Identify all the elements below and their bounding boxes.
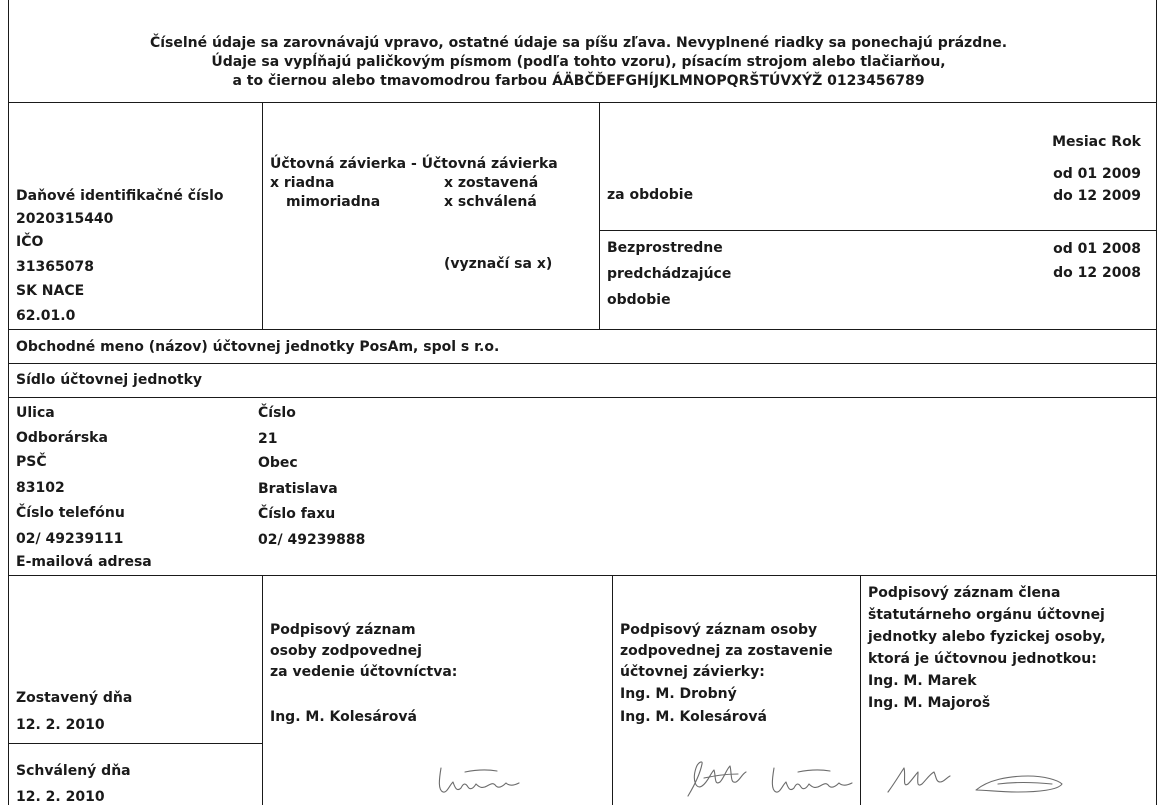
instructions-line-2: Údaje sa vypĺňajú paličkovým písmom (podľa tohto vzoru), písacím strojom alebo tlačiarňou, xyxy=(211,54,946,70)
compiled-date: 12. 2. 2010 xyxy=(16,717,105,733)
sig-col1-name: Ing. M. Kolesárová xyxy=(270,709,417,725)
approved-label: Schválený dňa xyxy=(16,763,131,779)
prev-period-label-3: obdobie xyxy=(607,292,671,308)
signature-kolesarova-1 xyxy=(435,762,525,798)
sig-col1-line3: za vedenie účtovníctva: xyxy=(270,664,458,680)
zavierka-zostavena: x zostavená xyxy=(444,175,539,191)
phone-value: 02/ 49239111 xyxy=(16,531,124,547)
zavierka-mimoriadna: mimoriadna xyxy=(286,194,381,210)
period-from: od 01 2009 xyxy=(1053,166,1141,182)
phone-label: Číslo telefónu xyxy=(16,505,125,521)
prev-period-label-2: predchádzajúce xyxy=(607,266,732,282)
sig-col2-name1: Ing. M. Drobný xyxy=(620,686,737,702)
sig-col1-line2: osoby zodpovednej xyxy=(270,643,422,659)
signature-marek xyxy=(884,762,954,798)
street-value: Odborárska xyxy=(16,430,108,446)
signature-majoros xyxy=(968,770,1068,798)
fax-label: Číslo faxu xyxy=(258,506,336,522)
prev-period-label-1: Bezprostredne xyxy=(607,240,723,256)
sig-col2-line2: zodpovednej za zostavenie xyxy=(620,643,833,659)
zavierka-riadna: x riadna xyxy=(270,175,335,191)
sig-col3-name2: Ing. M. Majoroš xyxy=(868,695,991,711)
nace-value: 62.01.0 xyxy=(16,308,76,324)
number-value: 21 xyxy=(258,431,278,447)
signature-kolesarova-2 xyxy=(768,762,858,798)
sig-col1-line1: Podpisový záznam xyxy=(270,622,416,638)
sig-col2-line1: Podpisový záznam osoby xyxy=(620,622,818,638)
city-value: Bratislava xyxy=(258,481,338,497)
dic-value: 2020315440 xyxy=(16,211,114,227)
address-box xyxy=(8,397,1157,576)
sig-col3-line4: ktorá je účtovnou jednotkou: xyxy=(868,651,1097,667)
prev-period-from: od 01 2008 xyxy=(1053,241,1141,257)
fax-value: 02/ 49239888 xyxy=(258,532,366,548)
period-to: do 12 2009 xyxy=(1053,188,1141,204)
prev-period-to: do 12 2008 xyxy=(1053,265,1141,281)
zavierka-note: (vyznačí sa x) xyxy=(444,256,553,272)
ico-label: IČO xyxy=(16,234,44,250)
zavierka-schvalena: x schválená xyxy=(444,194,537,210)
period-label: za obdobie xyxy=(607,187,694,203)
instructions-line-1: Číselné údaje sa zarovnávajú vpravo, ostatné údaje sa píšu zľava. Nevyplnené riadky sa ponechajú prázdne. xyxy=(149,35,1008,51)
nace-label: SK NACE xyxy=(16,283,85,299)
approved-date: 12. 2. 2010 xyxy=(16,789,105,805)
sig-col2-line3: účtovnej závierky: xyxy=(620,664,765,680)
instructions-line-3: a to čiernou alebo tmavomodrou farbou ÁÄBČĎEFGHÍJKLMNOPQRŠTÚVXÝŽ 0123456789 xyxy=(232,73,925,89)
sig-col3-name1: Ing. M. Marek xyxy=(868,673,977,689)
psc-value: 83102 xyxy=(16,480,65,496)
zavierka-heading: Účtovná závierka - Účtovná závierka xyxy=(270,156,558,172)
period-column-header: Mesiac Rok xyxy=(1052,134,1141,150)
city-label: Obec xyxy=(258,455,298,471)
street-label: Ulica xyxy=(16,405,55,421)
dic-label: Daňové identifikačné číslo xyxy=(16,188,224,204)
sig-col3-line2: štatutárneho orgánu účtovnej xyxy=(868,607,1105,623)
ico-value: 31365078 xyxy=(16,259,94,275)
identification-box xyxy=(8,102,1157,330)
seat-heading: Sídlo účtovnej jednotky xyxy=(16,372,203,388)
email-label: E-mailová adresa xyxy=(16,554,152,570)
compiled-label: Zostavený dňa xyxy=(16,690,133,706)
psc-label: PSČ xyxy=(16,454,47,470)
sig-col2-name2: Ing. M. Kolesárová xyxy=(620,709,767,725)
sig-col3-line1: Podpisový záznam člena xyxy=(868,585,1061,601)
sig-col3-line3: jednotky alebo fyzickej osoby, xyxy=(868,629,1106,645)
company-name: Obchodné meno (názov) účtovnej jednotky PosAm, spol s r.o. xyxy=(16,339,500,355)
signature-drobny xyxy=(680,756,750,804)
number-label: Číslo xyxy=(258,405,296,421)
